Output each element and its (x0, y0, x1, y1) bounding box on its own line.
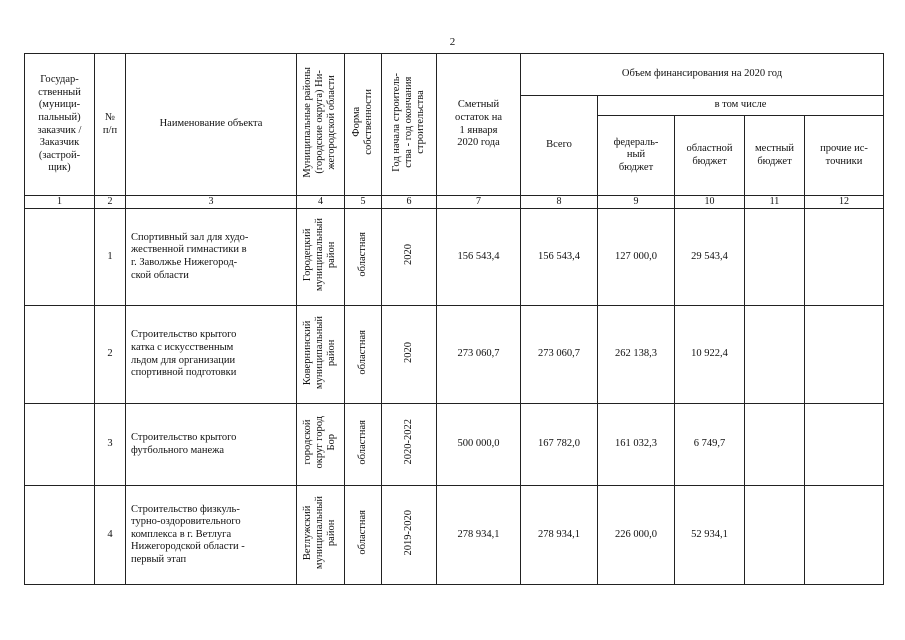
row-number: 2 (95, 306, 126, 404)
row-ownership: областная (356, 329, 368, 375)
header-district: Муниципальные районы (городские округа) Ни- жегородской области (302, 66, 338, 178)
row-district-cell (297, 404, 345, 486)
row-years-cell (382, 209, 437, 306)
row-object-name: Строительство физкуль- турно-оздоровительного комплекса в г. Ветлуга Нижегородской области - первый этап (126, 486, 297, 585)
header-ownership-cell (345, 54, 382, 196)
header-total: Всего (521, 96, 598, 196)
column-number: 10 (675, 196, 745, 209)
table-row (25, 209, 884, 306)
row-ownership: областная (356, 232, 368, 277)
row-object-name: Строительство крытого катка с искусственным льдом для организации спортивной подготовки (126, 306, 297, 404)
column-number: 5 (345, 196, 382, 209)
column-number: 2 (95, 196, 126, 209)
row-object-name: Спортивный зал для худо- жественной гимнастики в г. Заволжье Нижегород- ской области (126, 209, 297, 306)
row-number: 4 (95, 486, 126, 585)
column-number: 7 (437, 196, 521, 209)
row-years: 2020 (402, 244, 414, 266)
row-ownership-cell (345, 486, 382, 585)
column-number: 11 (745, 196, 805, 209)
row-other (805, 486, 884, 585)
column-number: 3 (126, 196, 297, 209)
column-number: 4 (297, 196, 345, 209)
table-row (25, 306, 884, 404)
row-regional: 29 543,4 (675, 209, 745, 306)
row-years-cell (382, 306, 437, 404)
table-row (25, 404, 884, 486)
row-local (745, 209, 805, 306)
row-other (805, 306, 884, 404)
row-customer (25, 486, 95, 585)
row-customer (25, 306, 95, 404)
financing-table (24, 53, 884, 585)
row-ownership: областная (356, 419, 368, 465)
header-customer: Государ- ственный (муници- пальный) заказчик / Заказчик (застрой- щик) (25, 54, 95, 196)
row-number: 1 (95, 209, 126, 306)
row-district: Ветлужский муниципальный район (302, 496, 338, 570)
row-years: 2020 (402, 341, 414, 363)
header-federal: федераль- ный бюджет (598, 116, 675, 196)
row-other (805, 404, 884, 486)
header-object-name: Наименование объекта (126, 54, 297, 196)
row-customer (25, 209, 95, 306)
header-regional: областной бюджет (675, 116, 745, 196)
header-ownership: Форма собственности (350, 89, 374, 156)
header-district-cell (297, 54, 345, 196)
row-years: 2019-2020 (402, 509, 414, 556)
row-years-cell (382, 404, 437, 486)
column-numbers-row (25, 196, 884, 209)
row-ownership-cell (345, 306, 382, 404)
header-funding-title: Объем финансирования на 2020 год (521, 54, 884, 96)
page-number: 2 (449, 36, 456, 48)
row-balance: 156 543,4 (437, 209, 521, 306)
header-number: № п/п (95, 54, 126, 196)
header-other: прочие ис- точники (805, 116, 884, 196)
column-number: 12 (805, 196, 884, 209)
row-regional: 10 922,4 (675, 306, 745, 404)
row-regional: 6 749,7 (675, 404, 745, 486)
column-number: 8 (521, 196, 598, 209)
row-object-name: Строительство крытого футбольного манежа (126, 404, 297, 486)
table-row (25, 486, 884, 585)
header-including: в том числе (598, 96, 884, 116)
row-local (745, 404, 805, 486)
row-federal: 262 138,3 (598, 306, 675, 404)
header-local: местный бюджет (745, 116, 805, 196)
row-years-cell (382, 486, 437, 585)
row-other (805, 209, 884, 306)
row-total: 273 060,7 (521, 306, 598, 404)
row-total: 156 543,4 (521, 209, 598, 306)
row-ownership-cell (345, 209, 382, 306)
column-number: 1 (25, 196, 95, 209)
header-row-1 (25, 54, 884, 96)
row-district: городской округ город Бор (302, 415, 338, 469)
row-district-cell (297, 306, 345, 404)
row-local (745, 306, 805, 404)
row-balance: 273 060,7 (437, 306, 521, 404)
header-years: Год начала строитель- ства - год окончания строительства (390, 72, 427, 172)
row-balance: 278 934,1 (437, 486, 521, 585)
row-federal: 226 000,0 (598, 486, 675, 585)
row-district-cell (297, 209, 345, 306)
row-ownership-cell (345, 404, 382, 486)
row-federal: 127 000,0 (598, 209, 675, 306)
row-federal: 161 032,3 (598, 404, 675, 486)
row-total: 278 934,1 (521, 486, 598, 585)
row-local (745, 486, 805, 585)
row-district: Ковернинский муниципальный район (302, 315, 338, 389)
row-years: 2020-2022 (402, 419, 414, 465)
row-regional: 52 934,1 (675, 486, 745, 585)
row-number: 3 (95, 404, 126, 486)
row-ownership: областная (356, 510, 368, 555)
row-total: 167 782,0 (521, 404, 598, 486)
row-district-cell (297, 486, 345, 585)
header-balance: Сметный остаток на 1 января 2020 года (437, 54, 521, 196)
row-customer (25, 404, 95, 486)
row-district: Городецкий муниципальный район (302, 218, 338, 292)
column-number: 6 (382, 196, 437, 209)
column-number: 9 (598, 196, 675, 209)
header-years-cell (382, 54, 437, 196)
row-balance: 500 000,0 (437, 404, 521, 486)
